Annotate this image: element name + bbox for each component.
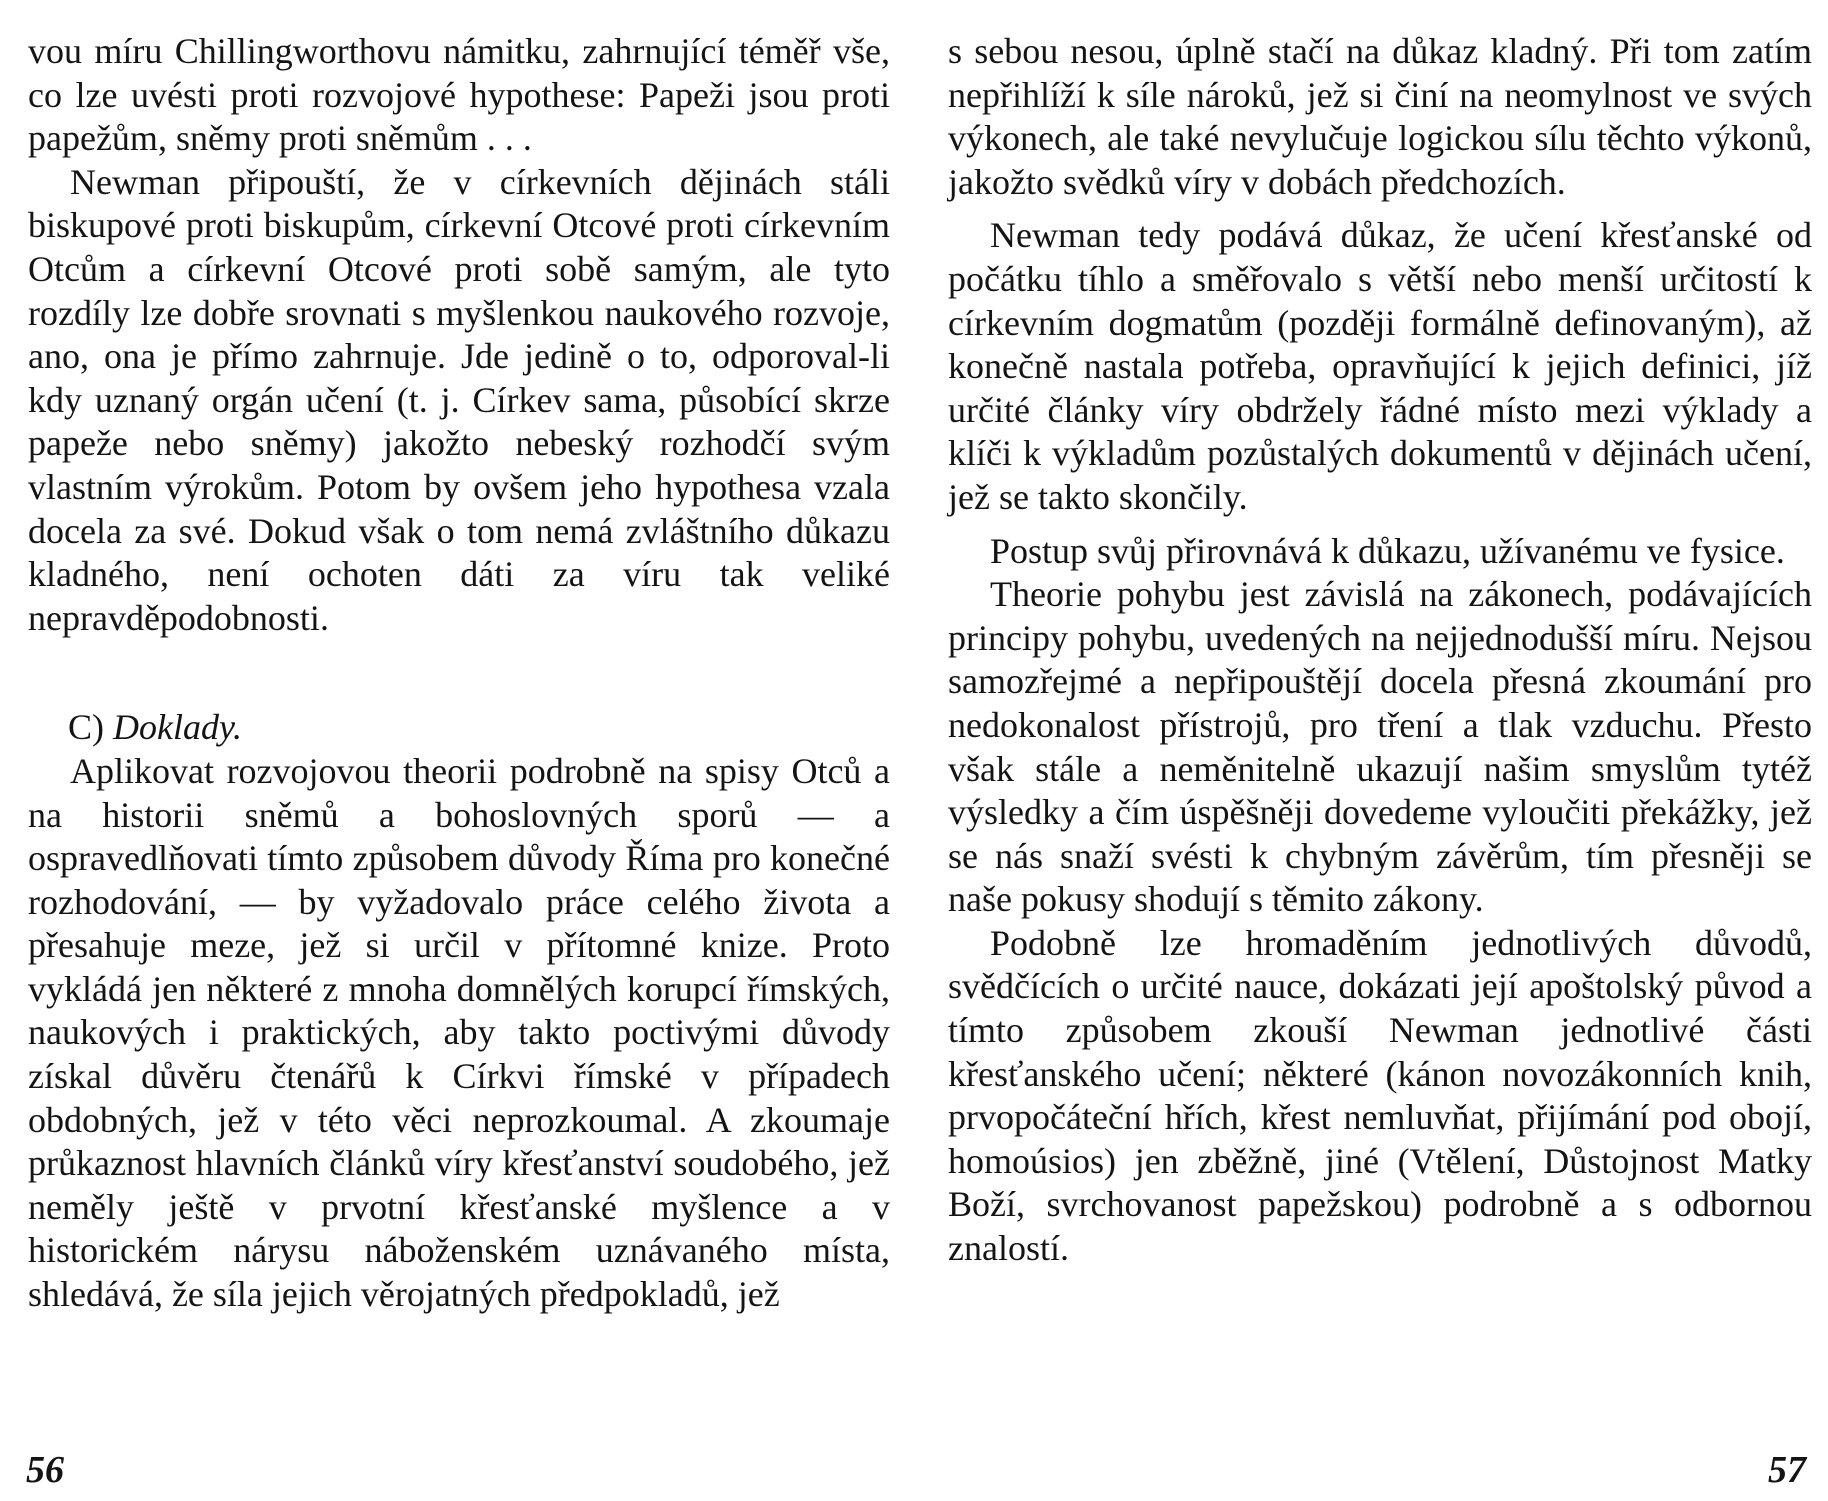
right-paragraph-physics: Postup svůj přirovnává k důkazu, užívanému ve fysice. (990, 530, 1785, 571)
section-letter: C) (68, 707, 104, 748)
page-number-right: 57 (1768, 1449, 1806, 1491)
left-paragraph-newman-admits: Newman připouští, že v církevních dějinách stáli biskupové proti biskupům, církevní Otcové proti církevním Otcům a církevní Otcové proti sobě samým, ale tyto rozdíly lze dobře srovnati s myšlenkou naukového rozvoje, ano, ona je přímo zahrnuje. Jde jedině o to, odporoval-li kdy uznaný orgán učení (t. j. Církev sama, působící skrze papeže nebo sněmy) jakožto nebeský rozhodčí svým vlastním výrokům. Potom by ovšem jeho hypothesa vzala docela za své. Dokud však o tom nemá zvláštního důkazu kladného, není ochoten dáti za víru tak veliké nepravděpodobnosti. (28, 161, 890, 638)
left-page-column (28, 30, 890, 1317)
right-paragraph-motion-theory: Theorie pohybu jest závislá na zákonech, podávajících principy pohybu, uvedených na nejjednodušší míru. Nejsou samozřejmé a nepřipouštějí docela přesná zkoumání pro nedokonalost přístrojů, pro tření a tlak vzduchu. Přesto však stále a neměnitelně ukazují našim smyslům tytéž výsledky a čím úspěšněji dovedeme vyloučiti překážky, jež se nás snaží svésti k chybným závěrům, tím přesněji se naše pokusy shodují s těmito zákony. (948, 574, 1812, 920)
right-paragraph-continuation: s sebou nesou, úplně stačí na důkaz kladný. Při tom zatím nepřihlíží k síle nároků, jež si činí na neomylnost ve svých výkonech, ale také nevylučuje logickou sílu těchto výkonů, jakožto svědků víry v dobách předchozích. (948, 31, 1812, 202)
left-paragraph-application: Aplikovat rozvojovou theorii podrobně na spisy Otců a na historii sněmů a bohoslovných sporů — a ospravedlňovati tímto způsobem důvody Říma pro konečné rozhodování, — by vyžadovalo práce celého života a přesahuje meze, jež si určil v přítomné knize. Proto vykládá jen některé z mnoha domnělých korupcí římských, naukových i praktických, aby takto poctivými důvody získal důvěru čtenářů k Církvi římské v případech obdobných, jež v této věci neprozkoumal. A zkoumaje průkaznost hlavních článků víry křesťanství soudobého, jež neměly ještě v prvotní křesťanské myšlence a v historickém nárysu náboženském uznávaného místa, shledává, že síla jejich věrojatných předpokladů, jež (28, 750, 890, 1315)
page-number-left: 56 (26, 1449, 64, 1491)
section-heading-doklady (28, 706, 890, 750)
right-page-column (948, 30, 1812, 1271)
right-paragraph-proof: Newman tedy podává důkaz, že učení křesťanské od počátku tíhlo a směřovalo s větší nebo menší určitostí k církevním dogmatům (později formálně definovaným), až konečně nastala potřeba, opravňující k jejich definici, jíž určité články víry obdržely řádné místo mezi výklady a klíči k výkladům pozůstalých dokumentů v dějinách učení, jež se takto skončily. (948, 215, 1812, 517)
section-title: Doklady. (113, 707, 242, 748)
right-paragraph-accumulation: Podobně lze hromaděním jednotlivých důvodů, svědčících o určité nauce, dokázati její apoštolský původ a tímto způsobem zkouší Newman jednotlivé části křesťanského učení; některé (kánon novozákonních knih, prvopočáteční hřích, křest nemluvňat, přijímání pod obojí, homoúsios) jen zběžně, jiné (Vtělení, Důstojnost Matky Boží, svrchovanost papežskou) podrobně a s odbornou znalostí. (948, 922, 1812, 1269)
left-paragraph-continuation: vou míru Chillingworthovu námitku, zahrnující téměř vše, co lze uvésti proti rozvojové hypothese: Papeži jsou proti papežům, sněmy proti sněmům . . . (28, 31, 890, 159)
